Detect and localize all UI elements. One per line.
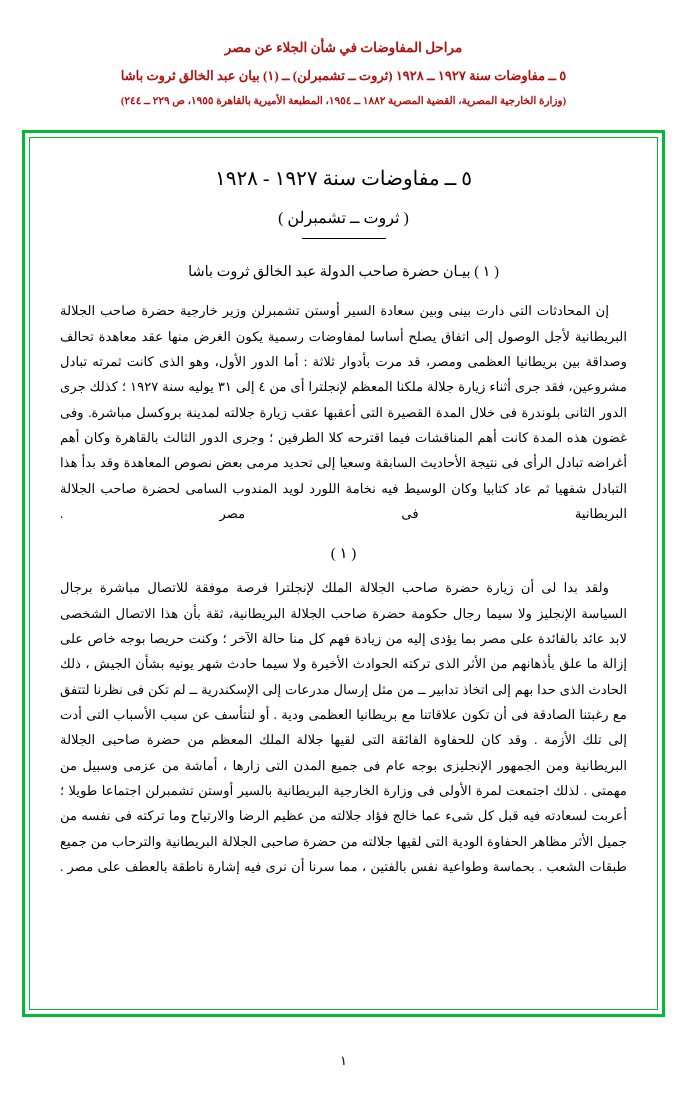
header-source-citation: (وزارة الخارجية المصرية، القضية المصرية ١٨٨٢ ــ ١٩٥٤، المطبعة الأميرية بالقاهرة ١٩٥٥، ص ٢٢٩ ــ ٢٤٤) [120, 96, 567, 108]
page-header [0, 0, 687, 111]
content-frame [22, 130, 665, 1017]
section-heading: ( ١ ) بيـان حضرة صاحب الدولة عبد الخالق ثروت باشا [188, 264, 499, 280]
paragraph-1: إن المحادثات التى دارت بينى وبين سعادة السير أوستن تشمبرلن وزير خارجية حضرة صاحب الجلالة البريطانية لأجل الوصول إلى اتفاق يصلح أساسا لمفاوضات رسمية يكون الغرض منها عقد معاهدة تحالف وصداقة بين بريطانيا العظمى ومصر، قد مرت بأدوار ثلاثة : أما الدور الأول، وهو الذى كانت ثمرته تبادل مشروعين، فقد جرى أثناء زيارة جلالة ملكنا المعظم لإنجلترا أى من ٤ إلى ٣١ يوليه سنة ١٩٢٧ ؛ كذلك جرى الدور الثانى بلوندرة فى خلال المدة القصيرة التى أعقبها عقب زيارة جلالته لمدينة بروكسل مباشرة. وفى غضون هذه المدة كانت أهم المناقشات فيما اقترحه كلا الطرفين ؛ وجرى الدور الثالث بالقاهرة وكان أهم أغراضه تبادل الرأى فى نتيجة الأحاديث السابقة وسعيا إلى تحديد مرمى بعض نصوص المعاهدة وقد بدأ هذا التبادل شفهيا ثم عاد كتابيا وكان الوسيط فيه نخامة اللورد لويد المندوب السامى لحضرة صاحب الجلالة البريطانية فى مصر . [60, 303, 627, 521]
document-subtitle: ( ثروت ــ تشمبرلن ) [278, 210, 409, 227]
content-frame-inner [29, 137, 658, 1010]
section-number: ( ١ ) [330, 546, 357, 563]
paragraph-2: ولقد بدا لى أن زيارة حضرة صاحب الجلالة الملك لإنجلترا فرصة موفقة للاتصال مباشرة برجال السياسة الإنجليز ولا سيما رجال حكومة حضرة صاحب الجلالة البريطانية، ثقة بأن هذا الاتصال الشخصى لابد عائد بالفائدة على مصر بما يؤدى إليه من زيادة فهم كل منا حالة الآخر ؛ وكنت حريصا بوجه خاص على إزالة ما علق بأذهانهم من الأثر الذى تركته الحوادث الأخيرة ولا سيما حادث شهر يونيه بشأن الجيش ، ذلك الحادث الذى حدا بهم إلى اتخاذ تدابير ــ من مثل إرسال مدرعات إلى الإسكندرية ــ لم تكن فى نظرنا لتتفق مع رغبتنا الصادقة فى أن تكون علاقاتنا مع بريطانيا العظمى ودية . أو لنتأسف عن سبب الأسباب التى أدت إلى تلك الأزمة . وقد كان للحفاوة الفائقة التى لقيها جلالة الملك المعظم من حضرة صاحبى الجلالة البريطانية ومن الجمهور الإنجليزى بوجه عام فى جميع المدن التى زارها ، أماشة من عزمى وسبيل من مهمتى . لذلك اجتمعت لمرة الأولى فى وزارة الخارجية البريطانية بالسير أوستن تشمبرلن اجتماعا طويلا ؛ أعربت لسعادته فيه قبل كل شىء عما خالج فؤاد جلالته من عظيم الرضا والارتياح وما تركته فى نفسه من جميل الأثر مظاهر الحفاوة الودية التى لقيها جلالته من حضرة صاحبى الجلالة البريطانية والترحاب من جميع طبقات الشعب . بحماسة وطواعية نفس بالفتين ، مما سرنا أن نرى فيه إشارة ناطقة بالعطف على مصر . [60, 580, 627, 875]
page-number: ١ [340, 1053, 347, 1068]
header-title: مراحل المفاوضات في شأن الجلاء عن مصر [224, 40, 463, 55]
header-subtitle: ٥ ــ مفاوضات سنة ١٩٢٧ ــ ١٩٢٨ (ثروت ــ تشمبرلن) ــ (١) بيان عبد الخالق ثروت باشا [120, 68, 567, 84]
document-title: ٥ ــ مفاوضات سنة ١٩٢٧ - ١٩٢٨ [214, 168, 473, 190]
divider [302, 238, 386, 239]
